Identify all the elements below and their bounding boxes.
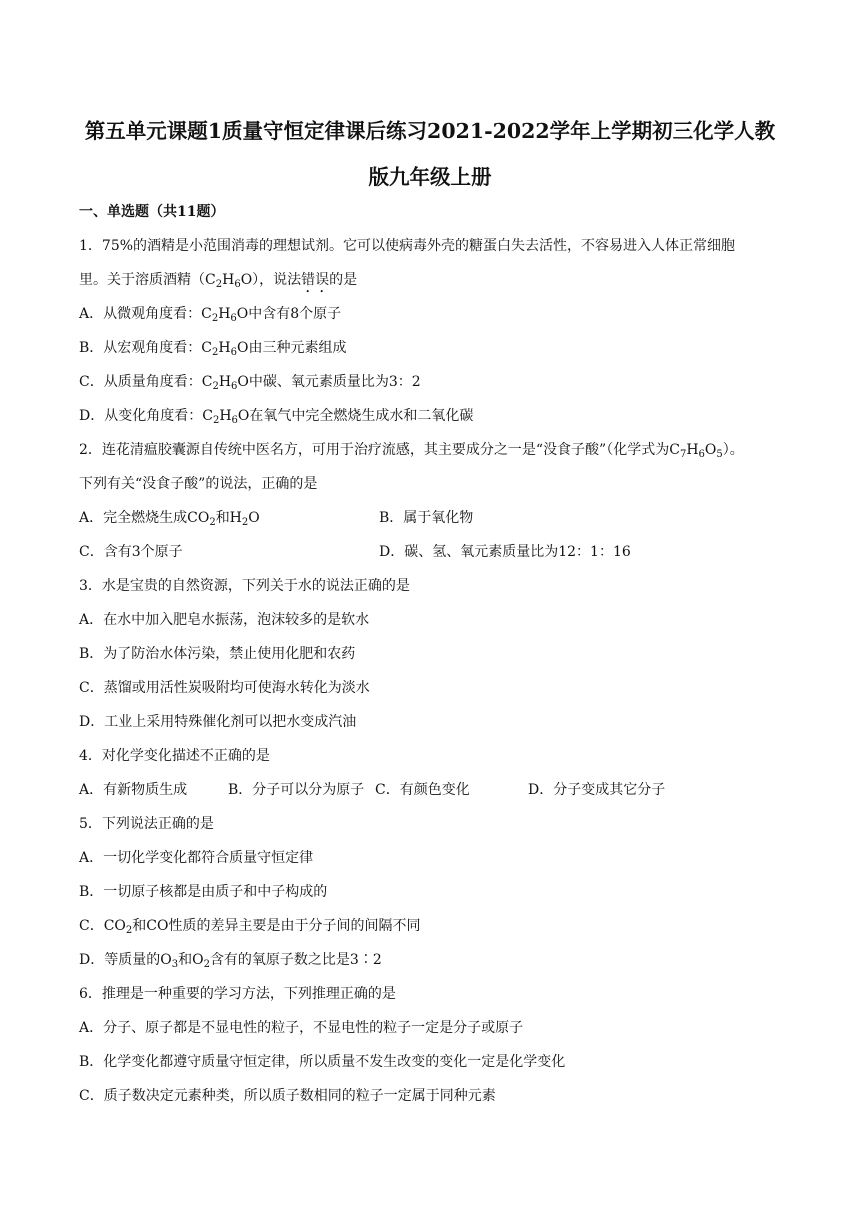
question-5-option-d: D．等质量的$O_3$和$O_2$含有的氧原子数之比是3∶2 — [79, 952, 382, 970]
question-1-option-c: C．从质量角度看：$C_2H_6O$中碳、氧元素质量比为3：2 — [79, 374, 421, 392]
question-6-option-a: A．分子、原子都是不显电性的粒子，不显电性的粒子一定是分子或原子 — [79, 1020, 524, 1036]
question-5-option-c: C．$CO_2$和CO性质的差异主要是由于分子间的间隔不同 — [79, 918, 421, 936]
question-4-option-d: D．分子变成其它分子 — [528, 782, 666, 798]
question-2-option-b: B．属于氧化物 — [379, 510, 474, 526]
question-4-option-a: A．有新物质生成 — [79, 782, 188, 798]
page-title-line-1: 第五单元课题1质量守恒定律课后练习2021-2022学年上学期初三化学人教 — [84, 119, 776, 143]
question-1-option-b: B．从宏观角度看：$C_2H_6O$由三种元素组成 — [79, 340, 347, 358]
question-3-option-c: C．蒸馏或用活性炭吸附均可使海水转化为淡水 — [79, 680, 370, 696]
question-6-stem: 6．推理是一种重要的学习方法，下列推理正确的是 — [79, 986, 396, 1002]
question-2-stem-line-2: 下列有关“没食子酸”的说法，正确的是 — [79, 476, 318, 492]
question-3-option-a: A．在水中加入肥皂水振荡，泡沫较多的是软水 — [79, 612, 370, 628]
question-1-stem-line-2: 里。关于溶质酒精$(C_2H_6O)$，说法错误的是 — [79, 272, 358, 290]
question-1-option-a: A．从微观角度看：$C_2H_6O$中含有8个原子 — [79, 306, 342, 324]
question-3-option-b: B．为了防治水体污染，禁止使用化肥和农药 — [79, 646, 356, 662]
question-2-stem-line-1: 2．连花清瘟胶囊源自传统中医名方，可用于治疗流感，其主要成分之一是“没食子酸”（化学式为$C_7H_6O_5$）。 — [79, 442, 744, 460]
section-heading: 一、单选题（共11题） — [79, 204, 225, 220]
emphasis-word: 错误 — [301, 272, 330, 288]
question-6-option-c: C．质子数决定元素种类，所以质子数相同的粒子一定属于同种元素 — [79, 1088, 496, 1104]
question-1-stem-line-1: 1．75%的酒精是小范围消毒的理想试剂。它可以使病毒外壳的糖蛋白失去活性，不容易进入人体正常细胞 — [79, 238, 736, 254]
question-2-option-d: D．碳、氢、氧元素质量比为12：1：16 — [379, 544, 631, 560]
question-3-option-d: D．工业上采用特殊催化剂可以把水变成汽油 — [79, 714, 357, 730]
question-3-stem: 3．水是宝贵的自然资源，下列关于水的说法正确的是 — [79, 578, 410, 594]
question-5-option-b: B．一切原子核都是由质子和中子构成的 — [79, 884, 328, 900]
question-5-option-a: A．一切化学变化都符合质量守恒定律 — [79, 850, 314, 866]
question-6-option-b: B．化学变化都遵守质量守恒定律，所以质量不发生改变的变化一定是化学变化 — [79, 1054, 566, 1070]
question-5-stem: 5．下列说法正确的是 — [79, 816, 214, 832]
question-4-option-c: C．有颜色变化 — [375, 782, 470, 798]
question-4-stem: 4．对化学变化描述不正确的是 — [79, 748, 270, 764]
question-2-option-c: C．含有3个原子 — [79, 544, 183, 560]
question-4-option-b: B．分子可以分为原子 — [228, 782, 365, 798]
page-title-line-2: 版九年级上册 — [368, 165, 492, 189]
question-2-option-a: A．完全燃烧生成$CO_2$和$H_2O$ — [79, 510, 260, 528]
question-2-options-row-1 — [79, 508, 260, 528]
question-1-option-d: D．从变化角度看：$C_2H_6O$在氧气中完全燃烧生成水和二氧化碳 — [79, 408, 474, 426]
